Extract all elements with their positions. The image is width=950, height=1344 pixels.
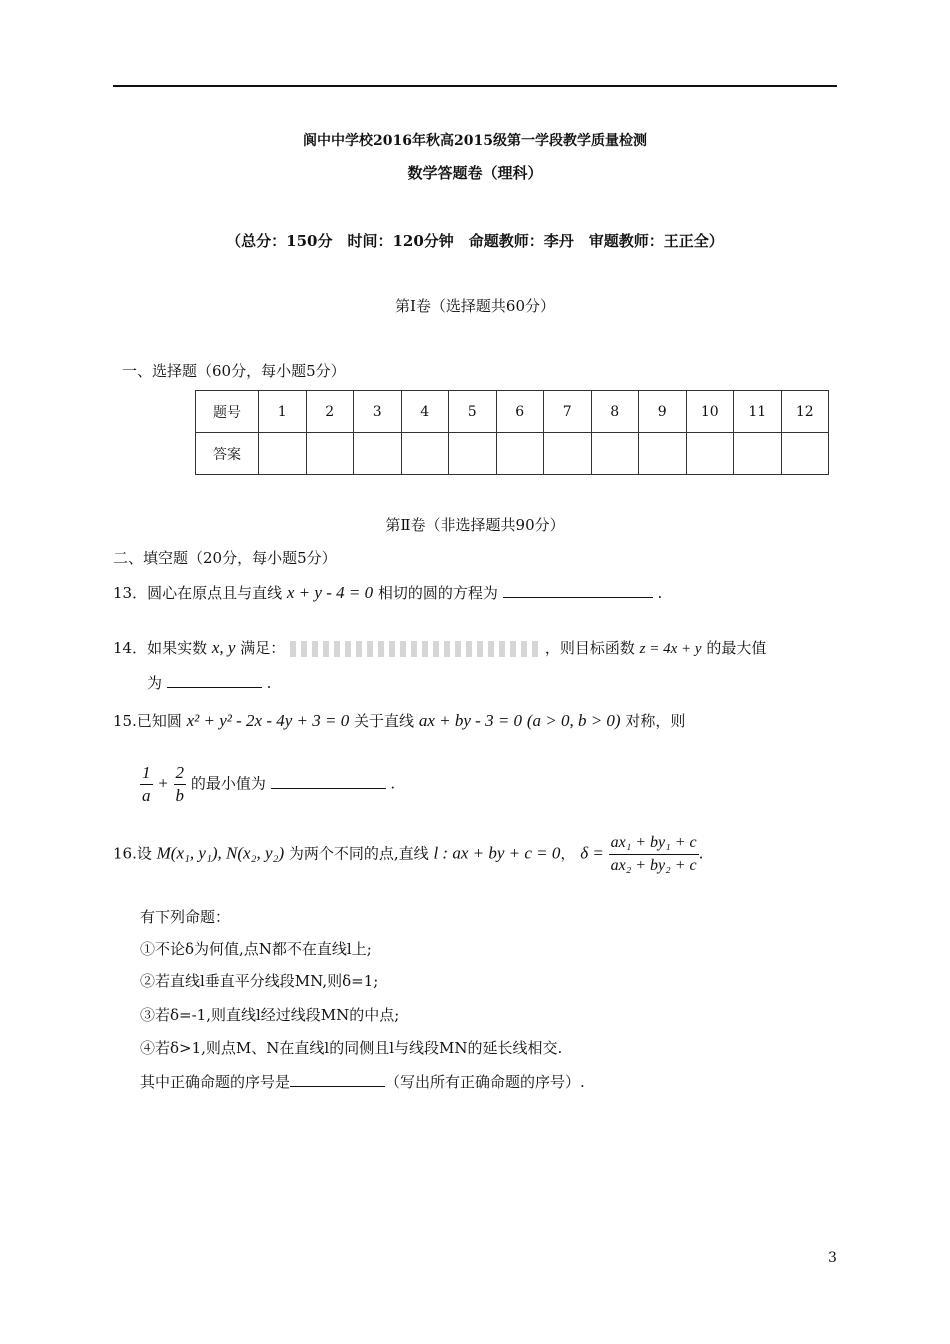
table-cell: 8 [591,391,639,433]
table-cell: 答案 [196,433,259,475]
answer-table [195,390,829,475]
q14-constraint-system-image [290,641,540,657]
q15-fraction-1 [140,762,153,807]
fraction-denominator: ax₂ + by₂ + c [610,857,697,874]
q15-tail-text: 的最小值为 [190,774,266,793]
q15-circle-equation: x² + y² - 2x - 4y + 3 = 0 [186,711,350,730]
q16-answer-suffix: （写出所有正确命题的序号）. [385,1073,585,1091]
q13-text: 13．圆心在原点且与直线 [113,584,283,602]
plus-sign: + [157,773,169,793]
q16-statement-1: ①不论δ为何值,点N都不在直线l上; [140,940,372,958]
q16-statement-2: ②若直线l垂直平分线段MN,则δ=1; [140,972,379,990]
q14-text-mid2: ，则目标函数 [544,639,635,657]
q16-text-mid: 为两个不同的点,直线 [288,844,429,863]
answer-cell[interactable] [686,433,734,475]
q14-period: . [266,674,272,692]
answer-cell[interactable] [544,433,592,475]
q15-period: . [390,774,396,793]
q15-answer-blank[interactable] [271,774,386,789]
table-cell: 12 [781,391,829,433]
q15-fraction-2 [174,762,187,807]
table-cell: 11 [734,391,782,433]
table-cell: 5 [449,391,497,433]
table-cell: 2 [306,391,354,433]
q16-answer-blank[interactable] [290,1072,385,1087]
q14-line2-text: 为 [147,674,163,692]
q15-condition: (a > 0, b > 0) [526,711,621,730]
q16-intro: 有下列命题： [140,908,231,926]
q15-text-suffix: 对称，则 [625,712,686,730]
section2-heading: 二、填空题（20分，每小题5分） [113,549,337,567]
q16-statement-3: ③若δ=-1,则直线l经过线段MN的中点; [140,1006,400,1024]
header-rule [113,85,837,87]
question-13 [113,582,662,603]
q16-delta-fraction [609,832,699,877]
fraction-numerator: ax₁ + by₁ + c [609,832,699,855]
table-cell: 10 [686,391,734,433]
q15-line-equation: ax + by - 3 = 0 [418,711,523,730]
answer-cell[interactable] [306,433,354,475]
table-cell: 9 [639,391,687,433]
q14-text: 14．如果实数 [113,639,208,657]
answer-cell[interactable] [449,433,497,475]
answer-cell[interactable] [734,433,782,475]
q16-answer-prefix: 其中正确命题的序号是 [140,1073,291,1091]
q15-text: 15.已知圆 [113,712,182,730]
part1-title: 第Ⅰ卷（选择题共60分） [394,297,555,315]
answer-cell[interactable] [401,433,449,475]
answer-cell[interactable] [639,433,687,475]
table-cell: 4 [401,391,449,433]
page-number: 3 [828,1250,837,1266]
q13-equation: x + y - 4 = 0 [286,583,374,602]
q14-vars: x, y [211,638,236,657]
answer-cell[interactable] [781,433,829,475]
fraction-numerator: 1 [140,762,153,785]
q14-answer-blank[interactable] [167,673,262,688]
q16-period: . [698,844,704,863]
answer-cell[interactable] [591,433,639,475]
table-cell: 3 [354,391,402,433]
question-15-line2 [140,762,395,807]
q15-text-mid: 关于直线 [354,712,415,730]
answer-cell[interactable] [496,433,544,475]
part2-title: 第Ⅱ卷（非选择题共90分） [385,516,565,534]
question-14 [113,637,766,658]
q13-text-suffix: 相切的圆的方程为 [377,584,498,602]
q16-text: 16.设 [113,844,152,863]
table-cell: 题号 [196,391,259,433]
fraction-denominator: a [142,786,151,805]
q16-line-equation: l : ax + by + c = 0 [433,843,561,863]
q16-points: M(x₁, y₁), N(x₂, y₂) [156,843,285,863]
section1-heading: 一、选择题（60分，每小题5分） [122,362,346,380]
answer-cell[interactable] [259,433,307,475]
q14-text-suffix: 的最大值 [706,639,767,657]
question-16 [113,832,703,877]
fraction-numerator: 2 [174,762,187,785]
answer-cell[interactable] [354,433,402,475]
q14-objective: z = 4x + y [639,641,702,657]
q13-answer-blank[interactable] [503,583,653,598]
q13-period: . [657,584,663,602]
q16-statement-4: ④若δ>1,则点M、N在直线l的同侧且l与线段MN的延长线相交. [140,1039,563,1057]
q16-answer-line [140,1071,585,1092]
table-row [196,433,829,475]
table-row [196,391,829,433]
q16-comma: ， [560,844,576,863]
fraction-denominator: b [175,786,185,805]
table-cell: 7 [544,391,592,433]
q14-text-mid: 满足： [240,639,286,657]
exam-meta: （总分：150分 时间：120分钟 命题教师：李丹 审题教师：王正全） [226,232,724,250]
table-cell: 1 [259,391,307,433]
question-15 [113,710,685,731]
q16-delta-label: δ = [580,843,604,863]
exam-title: 阆中中学校2016年秋高2015级第一学段教学质量检测 [303,133,647,149]
question-14-line2 [147,672,271,693]
exam-subtitle: 数学答题卷（理科） [407,164,543,182]
table-cell: 6 [496,391,544,433]
